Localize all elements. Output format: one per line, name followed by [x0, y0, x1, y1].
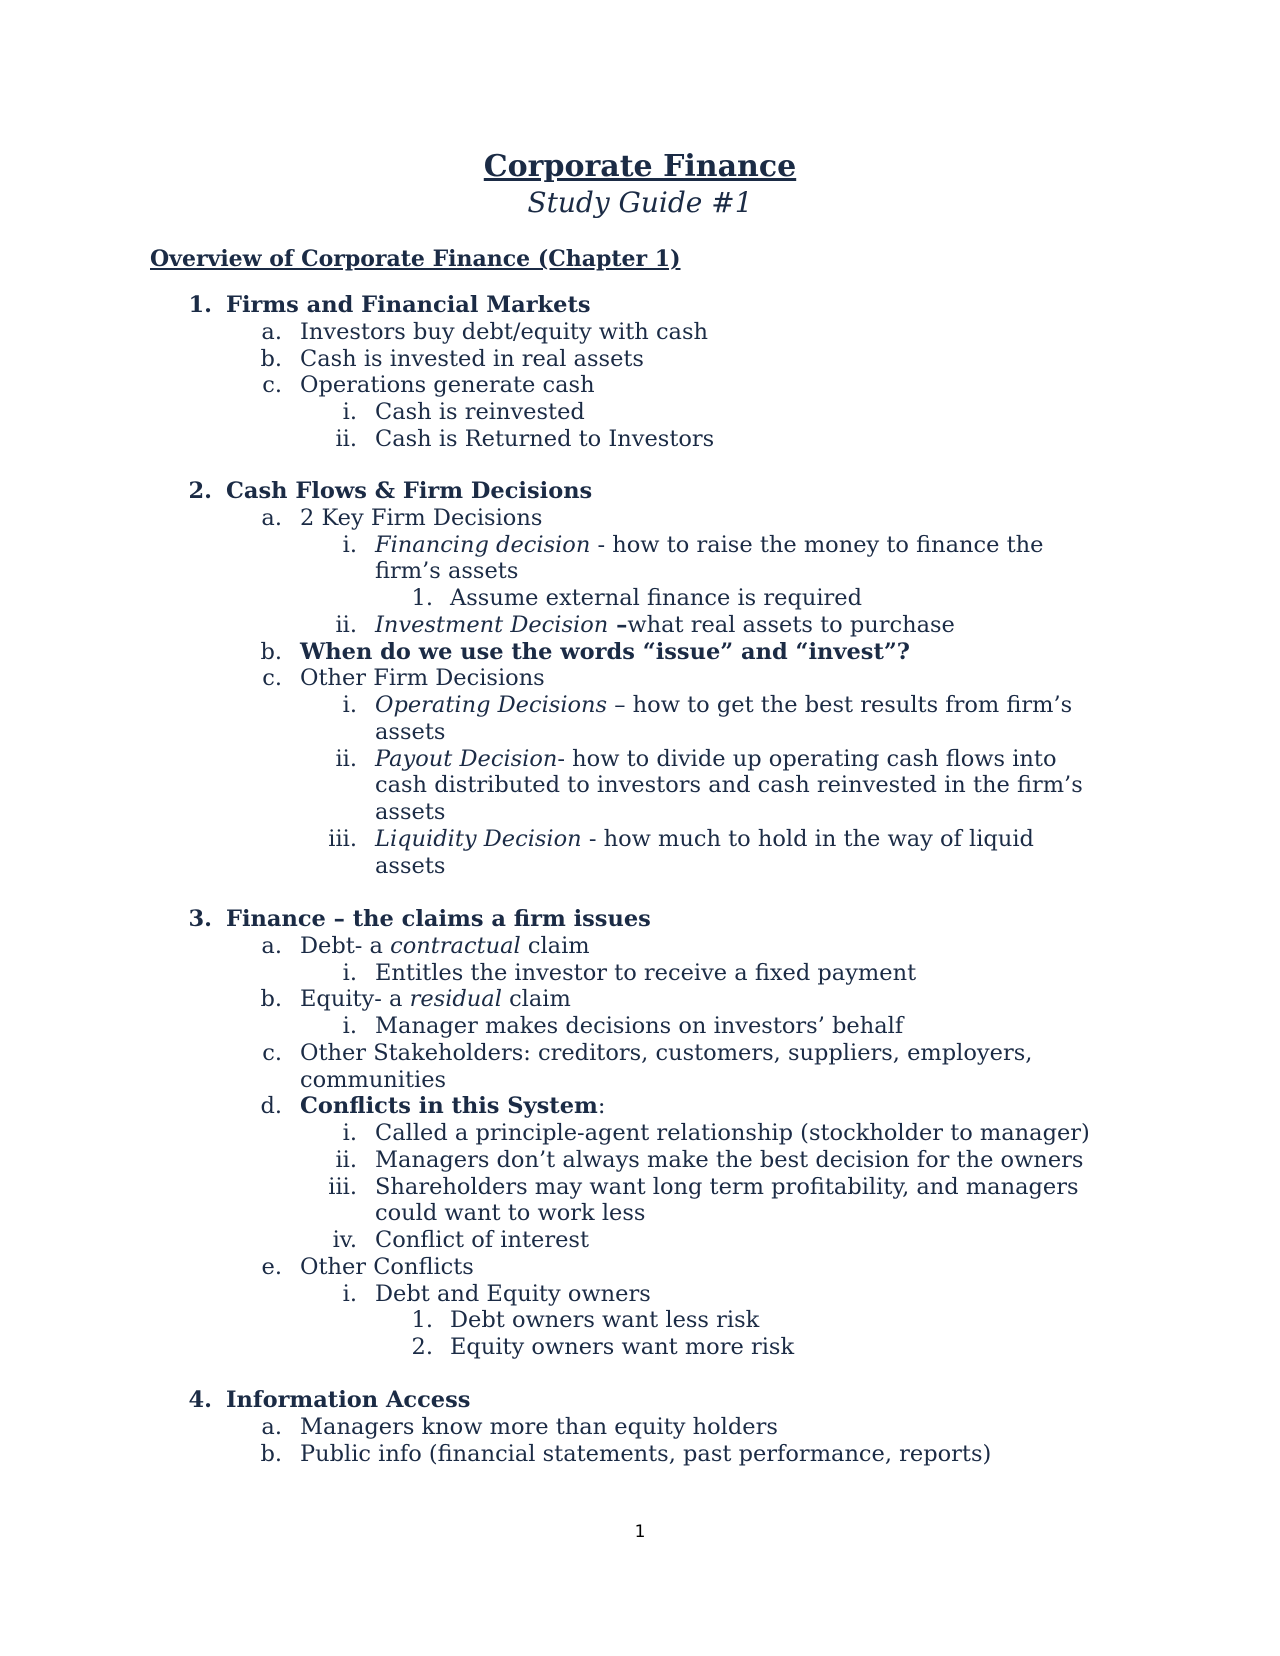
text-run: contractual: [390, 933, 521, 959]
list-text: [300, 933, 590, 959]
text-run: Conflicts in this System: [300, 1093, 598, 1119]
list-marker: 1.: [411, 1307, 433, 1333]
text-run: Managers know more than equity holders: [300, 1414, 778, 1440]
list-marker: i.: [342, 399, 357, 425]
list-marker: b.: [260, 639, 282, 665]
list-marker: a.: [261, 319, 282, 345]
list-marker: 2.: [188, 478, 212, 504]
text-run: Called a principle-agent relationship (stockholder to manager): [375, 1120, 1090, 1146]
text-run: When do we use the words “issue” and “invest”?: [300, 639, 910, 665]
list-text: [450, 1334, 794, 1360]
text-run: Equity owners want more risk: [450, 1334, 795, 1360]
list-marker: b.: [260, 986, 282, 1012]
list-marker: 2.: [411, 1334, 433, 1360]
list-marker: iii.: [328, 826, 357, 852]
list-text: [375, 1120, 1090, 1146]
text-run: Investment Decision: [375, 612, 609, 638]
document-title: Corporate Finance: [483, 149, 797, 184]
text-run: Managers don’t always make the best decision for the owners: [375, 1147, 1084, 1173]
text-run: Liquidity Decision: [375, 826, 582, 852]
list-text: [375, 853, 445, 879]
list-text: [450, 585, 862, 611]
list-marker: b.: [260, 346, 282, 372]
text-run: :: [597, 1093, 606, 1119]
text-run: Operating Decisions: [375, 692, 608, 718]
text-run: claim: [501, 986, 571, 1012]
text-run: assets: [375, 799, 446, 825]
text-run: Cash Flows & Firm Decisions: [226, 478, 593, 504]
text-run: Debt and Equity owners: [375, 1281, 651, 1307]
list-text: [300, 372, 595, 398]
list-marker: d.: [260, 1093, 282, 1119]
list-text: [375, 772, 1083, 798]
list-text: [300, 1067, 446, 1093]
text-run: - how to divide up operating cash flows into: [557, 746, 1057, 772]
list-text: [375, 719, 445, 745]
text-run: Cash is Returned to Investors: [375, 426, 715, 452]
list-text: [226, 292, 591, 318]
text-run: Cash is reinvested: [375, 399, 585, 425]
list-marker: i.: [342, 1013, 357, 1039]
text-run: what real assets to purchase: [627, 612, 955, 638]
section-heading: Overview of Corporate Finance (Chapter 1): [150, 246, 681, 272]
list-text: [375, 746, 1057, 772]
list-marker: c.: [262, 372, 282, 398]
text-run: assets: [375, 719, 446, 745]
text-run: residual: [409, 986, 502, 1012]
list-marker: i.: [342, 1281, 357, 1307]
list-text: [375, 1200, 645, 1226]
text-run: Manager makes decisions on investors’ behalf: [375, 1013, 904, 1039]
list-marker: c.: [262, 1040, 282, 1066]
page-number: 1: [634, 1522, 646, 1542]
list-text: [375, 1147, 1083, 1173]
list-text: [300, 505, 542, 531]
list-text: [375, 799, 445, 825]
text-run: Firms and Financial Markets: [226, 292, 591, 318]
list-text: [375, 1174, 1079, 1200]
list-text: [300, 1441, 991, 1467]
list-text: [300, 639, 910, 665]
list-text: [300, 346, 644, 372]
list-text: [300, 319, 708, 345]
list-marker: i.: [342, 960, 357, 986]
list-marker: ii.: [335, 426, 357, 452]
list-text: [375, 399, 585, 425]
text-run: firm’s assets: [375, 558, 519, 584]
text-run: - how to raise the money to finance the: [590, 532, 1044, 558]
list-text: [300, 986, 571, 1012]
list-marker: b.: [260, 1441, 282, 1467]
list-marker: c.: [262, 665, 282, 691]
list-text: [226, 906, 651, 932]
text-run: - how much to hold in the way of liquid: [581, 826, 1034, 852]
text-run: 2 Key Firm Decisions: [300, 505, 543, 531]
list-marker: 1.: [411, 585, 433, 611]
text-run: Shareholders may want long term profitability, and managers: [375, 1174, 1079, 1200]
list-marker: ii.: [335, 612, 357, 638]
text-run: Cash is invested in real assets: [300, 346, 644, 372]
text-run: could want to work less: [375, 1200, 646, 1226]
text-run: Entitles the investor to receive a fixed payment: [375, 960, 917, 986]
text-run: –: [608, 612, 628, 638]
list-text: [300, 1254, 474, 1280]
list-marker: iii.: [328, 1174, 357, 1200]
list-text: [375, 1281, 651, 1307]
list-text: [375, 426, 714, 452]
list-marker: iv.: [332, 1227, 357, 1253]
list-text: [375, 1013, 903, 1039]
text-run: cash distributed to investors and cash reinvested in the firm’s: [375, 772, 1083, 798]
text-run: Other Stakeholders: creditors, customers, suppliers, employers,: [300, 1040, 1033, 1066]
list-text: [226, 478, 592, 504]
text-run: Assume external finance is required: [450, 585, 863, 611]
list-marker: 1.: [188, 292, 212, 318]
list-text: [375, 532, 1043, 558]
text-run: Payout Decision: [375, 746, 558, 772]
text-run: Other Conflicts: [300, 1254, 474, 1280]
list-text: [300, 1093, 605, 1119]
list-marker: ii.: [335, 1147, 357, 1173]
text-run: Operations generate cash: [300, 372, 595, 398]
list-text: [375, 826, 1034, 852]
list-marker: i.: [342, 692, 357, 718]
text-run: Investors buy debt/equity with cash: [300, 319, 708, 345]
text-run: communities: [300, 1067, 447, 1093]
list-text: [375, 558, 518, 584]
text-run: Public info (financial statements, past performance, reports): [300, 1441, 992, 1467]
text-run: claim: [520, 933, 590, 959]
list-marker: 4.: [188, 1387, 212, 1413]
text-run: Debt owners want less risk: [450, 1307, 760, 1333]
text-run: Conflict of interest: [375, 1227, 589, 1253]
list-text: [375, 692, 1072, 718]
list-text: [375, 1227, 589, 1253]
text-run: Debt- a: [300, 933, 391, 959]
list-marker: a.: [261, 1414, 282, 1440]
list-text: [375, 612, 955, 638]
text-run: Other Firm Decisions: [300, 665, 545, 691]
list-marker: a.: [261, 933, 282, 959]
text-run: Financing decision: [375, 532, 591, 558]
text-run: – how to get the best results from firm’s: [607, 692, 1073, 718]
text-run: assets: [375, 853, 446, 879]
list-text: [300, 1414, 778, 1440]
list-text: [450, 1307, 759, 1333]
list-text: [226, 1387, 470, 1413]
list-marker: 3.: [188, 906, 212, 932]
text-run: Equity- a: [300, 986, 410, 1012]
list-marker: i.: [342, 1120, 357, 1146]
list-marker: a.: [261, 505, 282, 531]
list-marker: i.: [342, 532, 357, 558]
list-marker: ii.: [335, 746, 357, 772]
text-run: Finance – the claims a firm issues: [226, 906, 651, 932]
document-subtitle: Study Guide #1: [527, 186, 753, 219]
list-text: [300, 1040, 1032, 1066]
list-text: [375, 960, 916, 986]
text-run: Information Access: [226, 1387, 471, 1413]
list-marker: e.: [261, 1254, 282, 1280]
list-text: [300, 665, 545, 691]
